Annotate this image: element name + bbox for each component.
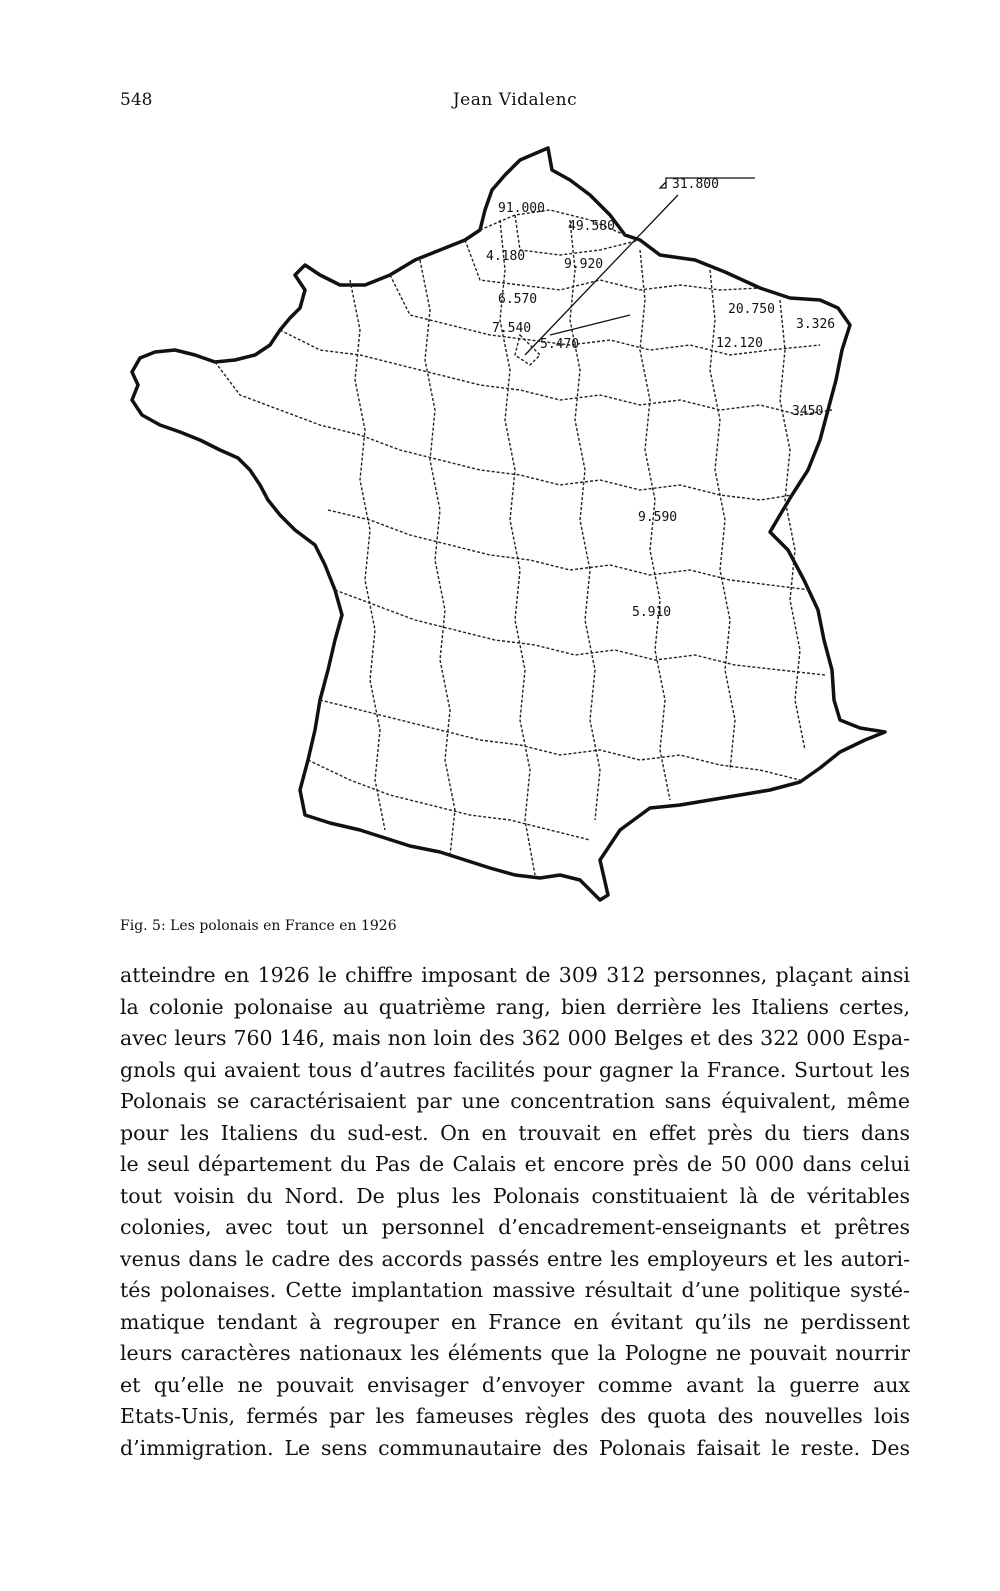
text-line: leurs caractères nationaux les éléments que la Pologne ne pouvait nourrir <box>120 1341 910 1365</box>
label-seine: 5.470 <box>540 337 580 352</box>
label-nord-top: 31.800 <box>672 177 719 192</box>
body-paragraph <box>120 960 910 1464</box>
france-map <box>120 140 910 920</box>
text-line: tés polonaises. Cette implantation massive résultait d’une politique systé- <box>120 1278 910 1302</box>
page-number: 548 <box>120 90 153 110</box>
label-seine-oise: 7.540 <box>492 321 532 336</box>
label-haut-rhin: 3450 <box>792 404 824 419</box>
text-line: avec leurs 760 146, mais non loin des 362 000 Belges et des 322 000 Espa- <box>120 1026 910 1050</box>
label-loire: 5.910 <box>632 605 672 620</box>
figure-caption: Fig. 5: Les polonais en France en 1926 <box>120 918 397 934</box>
text-line: tout voisin du Nord. De plus les Polonais constituaient là de véritables <box>120 1183 910 1208</box>
running-head: Jean Vidalenc <box>452 90 578 110</box>
text-line: d’immigration. Le sens communautaire des Polonais faisait le reste. Des <box>120 1435 910 1460</box>
page-header <box>120 90 910 120</box>
text-line: pour les Italiens du sud-est. On en trouvait en effet près du tiers dans <box>120 1120 910 1145</box>
text-line: gnols qui avaient tous d’autres facilités pour gagner la France. Surtout les <box>120 1057 910 1082</box>
label-aisne: 9.920 <box>564 257 604 272</box>
label-bas-rhin: 3.326 <box>796 317 836 332</box>
text-line: colonies, avec tout un personnel d’encadrement-enseignants et prêtres <box>120 1215 910 1239</box>
text-line: atteindre en 1926 le chiffre imposant de 309 312 personnes, plaçant ainsi <box>120 963 910 987</box>
label-moselle: 20.750 <box>728 302 775 317</box>
france-map-figure <box>120 140 910 920</box>
text-line: venus dans le cadre des accords passés entre les employeurs et les autori- <box>120 1246 910 1271</box>
text-line: matique tendant à regrouper en France en évitant qu’ils ne perdissent <box>120 1309 910 1334</box>
text-line: la colonie polonaise au quatrième rang, bien derrière les Italiens certes, <box>120 994 910 1019</box>
label-nord: 49.580 <box>568 219 615 234</box>
label-somme: 4.180 <box>486 249 526 264</box>
label-oise: 6.570 <box>498 292 538 307</box>
label-pas-de-calais: 91.000 <box>498 201 545 216</box>
label-meurthe: 12.120 <box>716 336 763 351</box>
text-line: et qu’elle ne pouvait envisager d’envoyer comme avant la guerre aux <box>120 1372 910 1397</box>
text-line: Polonais se caractérisaient par une concentration sans équivalent, même <box>120 1089 910 1113</box>
leader-lines <box>525 178 755 355</box>
label-saone-loire: 9.590 <box>638 510 678 525</box>
text-line: le seul département du Pas de Calais et encore près de 50 000 dans celui <box>120 1152 910 1176</box>
text-line: Etats-Unis, fermés par les fameuses règles des quota des nouvelles lois <box>120 1404 910 1428</box>
map-labels <box>486 177 835 620</box>
